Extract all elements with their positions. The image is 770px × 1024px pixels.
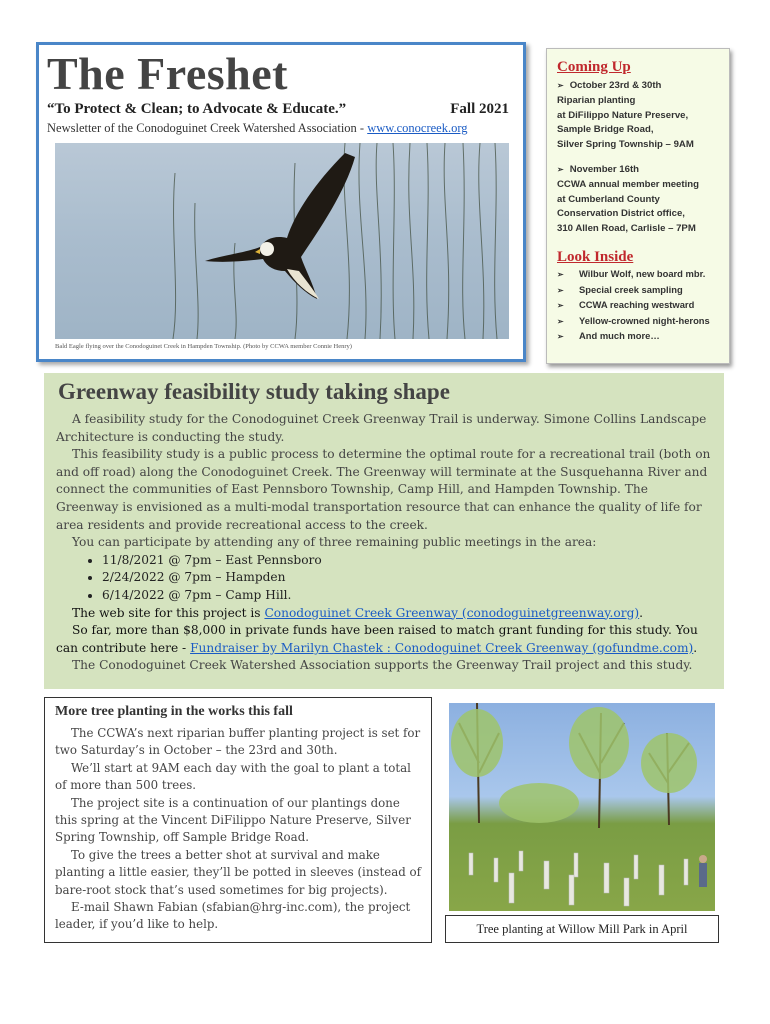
greenway-title: Greenway feasibility study taking shape	[58, 379, 450, 404]
tree-planting-body	[55, 725, 421, 934]
look-inside-list	[557, 267, 727, 345]
coming-up-sidebar	[546, 48, 730, 364]
event-2-line: at Cumberland County	[557, 193, 660, 205]
greenway-paragraph: A feasibility study for the Conodoguinet Creek Greenway Trail is underway. Simone Collins Landscape Architecture is conducting the study.	[56, 412, 707, 444]
list-item: ➢ And much more…	[557, 329, 727, 345]
greenway-article	[44, 373, 724, 689]
event-2-line: Conservation District office,	[557, 208, 685, 220]
greenway-paragraph: You can participate by attending any of three remaining public meetings in the area:	[72, 535, 597, 550]
tree-paragraph: E-mail Shawn Fabian (sfabian@hrg-inc.com), the project leader, if you’d like to help.	[55, 900, 411, 932]
tree-paragraph: The project site is a continuation of our plantings done this spring at the Vincent DiFilippo Nature Preserve, Silver Spring Township, off Sample Bridge Road.	[55, 795, 411, 845]
greenway-body	[56, 411, 712, 675]
masthead	[36, 42, 526, 362]
newsletter-title: The Freshet	[47, 48, 289, 99]
tree-planting-photo	[449, 703, 715, 911]
issue-season: Fall 2021	[450, 101, 509, 117]
eagle-illustration	[55, 143, 509, 339]
greenway-website-link[interactable]: Conodoguinet Creek Greenway (conodoguinetgreenway.org)	[264, 605, 640, 620]
tree-planting-title: More tree planting in the works this fall	[55, 704, 293, 719]
tree-paragraph: We’ll start at 9AM each day with the goal to plant a total of more than 500 trees.	[55, 760, 411, 793]
event-2-line: 310 Allen Road, Carlisle – 7PM	[557, 223, 696, 235]
list-item: ➢ Yellow-crowned night-herons	[557, 314, 727, 330]
event-1-line: Sample Bridge Road,	[557, 124, 654, 136]
event-2	[557, 163, 727, 237]
motto: “To Protect & Clean; to Advocate & Educate.”	[47, 101, 347, 117]
event-1-line: Silver Spring Township – 9AM	[557, 139, 694, 151]
eagle-photo	[55, 143, 509, 339]
list-item: ➢ Wilbur Wolf, new board mbr.	[557, 267, 727, 283]
arrow-icon: ➢	[557, 270, 564, 279]
greenway-paragraph: This feasibility study is a public process to determine the optimal route for a recreational trail (both on and off road) along the Conodoguinet Creek. The Greenway will terminate at the Susquehanna River and connect the communities of East Pennsboro Township, Camp Hill, and Hampden Township. The Greenway is envisioned as a multi-modal transportation resource that can enhance the quality of life for area residents and provide recreational access to the creek.	[56, 447, 711, 532]
list-item: ➢ Special creek sampling	[557, 283, 727, 299]
fundraiser-link[interactable]: Fundraiser by Marilyn Chastek : Conodoguinet Creek Greenway (gofundme.com)	[190, 640, 694, 655]
arrow-icon: ➢	[557, 316, 564, 326]
park-illustration	[449, 703, 715, 911]
arrow-icon: ➢	[557, 301, 564, 310]
list-item: • 6/14/2022 @ 7pm – Camp Hill.	[102, 587, 712, 605]
subline-text: Newsletter of the Conodoguinet Creek Watershed Association -	[47, 121, 368, 135]
arrow-icon: ➢	[557, 285, 564, 295]
tree-paragraph: To give the trees a better shot at survival and make planting a little easier, they’ll be potted in sleeves (instead of bare-root stock that’s used sometimes for big projects).	[55, 847, 421, 897]
event-2-date: November 16th	[569, 164, 640, 175]
look-inside-heading: Look Inside	[557, 249, 634, 265]
arrow-icon: ➢	[557, 165, 564, 174]
event-1-date: October 23rd & 30th	[569, 80, 662, 91]
event-1-line: at DiFilippo Nature Preserve,	[557, 109, 689, 121]
tree-photo-caption: Tree planting at Willow Mill Park in April	[445, 915, 719, 943]
event-1-line: Riparian planting	[557, 94, 636, 106]
greenway-funds-line: So far, more than $8,000 in private funds have been raised to match grant funding for this study. You can contribute here - Fundraiser by Marilyn Chastek : Conodoguinet Creek Greenway (gofundme.com).	[56, 623, 698, 655]
website-link[interactable]: www.conocreek.org	[367, 121, 468, 135]
greenway-paragraph: The Conodoguinet Creek Watershed Association supports the Greenway Trail project and this study.	[72, 658, 693, 673]
meeting-list	[56, 552, 712, 605]
list-item: • 11/8/2021 @ 7pm – East Pennsboro	[102, 552, 712, 570]
tree-planting-article	[44, 697, 432, 943]
list-item: • 2/24/2022 @ 7pm – Hampden	[102, 569, 712, 587]
tree-paragraph: The CCWA’s next riparian buffer planting project is set for two Saturday’s in October – the 23rd and 30th.	[55, 726, 421, 758]
list-item: ➢ CCWA reaching westward	[557, 298, 727, 314]
greenway-website-line: The web site for this project is Conodoguinet Creek Greenway (conodoguinetgreenway.org).	[72, 605, 644, 620]
eagle-photo-caption: Bald Eagle flying over the Conodoguinet Creek in Hampden Township. (Photo by CCWA member Connie Henry)	[55, 343, 352, 350]
arrow-icon: ➢	[557, 81, 564, 90]
event-2-line: CCWA annual member meeting	[557, 178, 699, 190]
newsletter-subline	[47, 121, 468, 136]
arrow-icon: ➢	[557, 332, 564, 341]
coming-up-heading: Coming Up	[557, 59, 631, 75]
event-1	[557, 79, 727, 153]
